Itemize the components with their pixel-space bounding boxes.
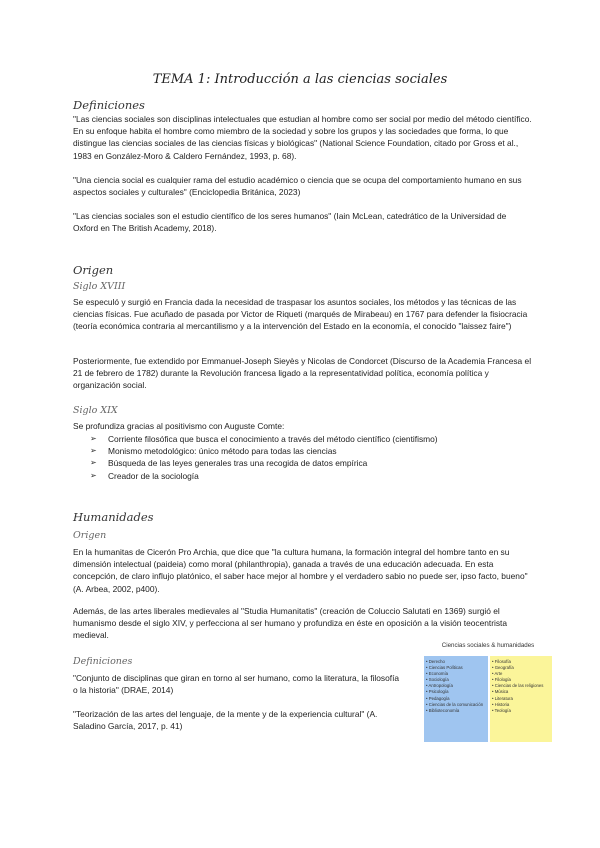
origen-paragraph-2: Posteriormente, fue extendido por Emmanuel-Joseph Sieyès y Nicolas de Condorcet (Discurso de la Academia Francesa el 21 de febrero de 1782) durante la Revolución francesa ligado a la representatividad política, economía política y organización social. — [73, 356, 532, 391]
list-item: • Ciencias de las religiones — [492, 683, 544, 689]
definition-paragraph-2: "Una ciencia social es cualquier rama del estudio académico o ciencia que se ocupa del comportamiento humano en sus aspectos sociales y culturales" (Enciclopedia Británica, 2023) — [73, 175, 522, 198]
list-item: ➢ Búsqueda de las leyes generales tras una recogida de datos empírica — [90, 458, 368, 469]
list-item: ➢ Monismo metodológico: único método para todas las ciencias — [90, 446, 337, 457]
list-item: • Ciencias Políticas — [426, 665, 463, 671]
list-item: • Derecho — [426, 659, 445, 664]
list-item: • Antropología — [426, 683, 453, 689]
list-item: • Pedagogía — [426, 695, 450, 701]
arrow-bullet-icon: ➢ — [90, 446, 97, 456]
list-item: • Biblioteconomía — [426, 707, 460, 713]
subheading-siglo-xviii: Siglo XVIII — [73, 281, 126, 292]
social-sciences-column — [424, 656, 488, 742]
list-item: ➢ Creador de la sociología — [90, 470, 199, 481]
list-item: • Ciencias de la comunicación — [426, 701, 484, 707]
arrow-bullet-icon: ➢ — [90, 470, 97, 480]
subheading-origen: Origen — [73, 530, 107, 541]
list-item: ➢ Corriente filosófica que busca el conocimiento a través del método científico (cientifismo) — [90, 434, 438, 444]
list-item: • Literatura — [492, 695, 513, 701]
list-item: • Teología — [492, 707, 511, 713]
page-title: TEMA 1: Introducción a las ciencias sociales — [152, 72, 448, 87]
list-item: • Psicología — [426, 689, 449, 695]
arrow-bullet-icon: ➢ — [90, 434, 97, 443]
humanidades-paragraph-2: Además, de las artes liberales medievales al "Studia Humanitatis" (creación de Coluccio Salutati en 1369) surgió el humanismo desde el siglo XIV, y perfecciona al ser humano y profundiza en éste en oposición a la visión teocentrista medieval. — [73, 606, 508, 641]
humanidades-definition-2: "Teorización de las artes del lenguaje, de la mente y de la experiencia cultural" (A. Saladino García, 2017, p. 41) — [73, 709, 378, 732]
origen-paragraph-1: Se especuló y surgió en Francia dada la necesidad de traspasar los asuntos sociales, los métodos y las técnicas de las ciencias físicas. Fue acuñado de pasada por Victor de Riqueti (marqués de Mirabeau) en 1767 para defender la fisiocracia (teoría económica contraria al mercantilismo y a la intervención del Estado en la economía, el conocido "laissez faire") — [73, 297, 528, 332]
list-item: • Arte — [492, 671, 503, 677]
subheading-siglo-xix: Siglo XIX — [73, 405, 118, 416]
origen-paragraph-3: Se profundiza gracias al positivismo con Auguste Comte: — [73, 421, 285, 431]
list-item: • Historia — [492, 701, 510, 707]
list-item: • Economía — [426, 671, 449, 677]
list-item: • Música — [492, 689, 509, 695]
list-item: • Filosofía — [492, 659, 511, 664]
list-item: • Sociología — [426, 677, 449, 683]
humanities-column — [490, 656, 552, 742]
diagram-title: Ciencias sociales & humanidades — [441, 642, 535, 649]
definition-paragraph-3: "Las ciencias sociales son el estudio científico de los seres humanos" (Iain McLean, catedrático de la Universidad de Oxford en The British Academy, 2018). — [73, 211, 507, 234]
section-heading-origen: Origen — [73, 263, 114, 277]
humanidades-paragraph-1: En la humanitas de Cicerón Pro Archia, que dice que "la cultura humana, la formación integral del hombre tanto en su dimensión intelectual (paideia) como moral (philanthropia), ganada a través de una educación adecuada. En esta concepción, de claro influjo platónico, el saber hace mejor al hombre y el verdadero sabio no puede ser, ipso facto, bueno" (A. Arbea, 2002, p400). — [73, 547, 528, 594]
definition-paragraph-1: "Las ciencias sociales son disciplinas intelectuales que estudian al hombre como ser social por medio del método científico. En su enfoque habita el hombre como miembro de la sociedad y sobre los grupos y las sociedades que forma, lo que distingue las ciencias sociales de las ciencias físicas y biológicas" (National Science Foundation, citado por Gross et al., 1983 en González-Moro & Caldero Fernández, 1993, p. 68). — [73, 114, 532, 161]
section-heading-humanidades: Humanidades — [73, 510, 154, 524]
humanidades-definition-1: "Conjunto de disciplinas que giran en torno al ser humano, como la literatura, la filosofía o la historia" (DRAE, 2014) — [73, 673, 400, 696]
comte-bullet-list — [90, 433, 438, 482]
subheading-definiciones: Definiciones — [73, 656, 133, 667]
list-item: • Filología — [492, 677, 511, 683]
sciences-humanities-diagram — [424, 642, 552, 744]
arrow-bullet-icon: ➢ — [90, 458, 97, 468]
list-item: • Geografía — [492, 665, 514, 671]
section-heading-definiciones: Definiciones — [73, 98, 145, 112]
